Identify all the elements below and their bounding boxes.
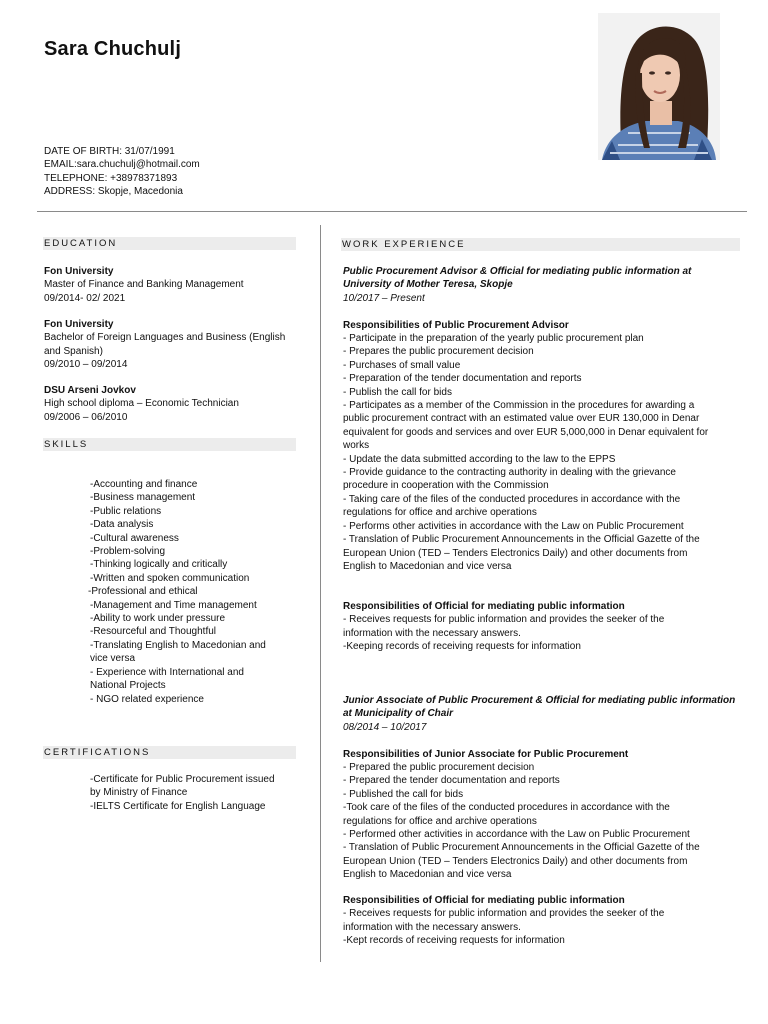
job-entry bbox=[343, 694, 735, 882]
education-period: 09/2010 – 09/2014 bbox=[44, 359, 128, 371]
skill-item: - Experience with International and bbox=[90, 666, 244, 678]
education-degree: Bachelor of Foreign Languages and Business (English bbox=[44, 332, 286, 344]
job-title: University of Mother Teresa, Skopje bbox=[343, 279, 513, 291]
contact-info bbox=[44, 145, 200, 199]
candidate-name: Sara Chuchulj bbox=[44, 38, 182, 60]
certification-item: -Certificate for Public Procurement issued bbox=[90, 774, 275, 785]
responsibility-item: - Performs other activities in accordance with the Law on Public Procurement bbox=[343, 520, 684, 532]
job-title: at Municipality of Chair bbox=[343, 708, 454, 720]
telephone: TELEPHONE: +38978371893 bbox=[44, 172, 178, 184]
responsibility-item: -Keeping records of receiving requests for information bbox=[343, 641, 581, 653]
responsibility-item: - Prepared the public procurement decision bbox=[343, 762, 535, 774]
skill-item: -Translating English to Macedonian and bbox=[90, 639, 266, 651]
education-school: Fon University bbox=[44, 266, 114, 277]
certifications-list bbox=[90, 773, 275, 813]
job-period: 08/2014 – 10/2017 bbox=[343, 721, 427, 733]
job-responsibilities bbox=[343, 894, 664, 948]
skill-item: -Ability to work under pressure bbox=[90, 613, 226, 625]
header-divider bbox=[37, 211, 747, 212]
job-responsibilities bbox=[343, 600, 664, 654]
job-title: Junior Associate of Public Procurement & Official for mediating public information bbox=[343, 695, 736, 706]
responsibility-item: European Union (TED – Tenders Electronics Daily) and other documents from bbox=[343, 547, 688, 559]
education-heading: EDUCATION bbox=[43, 237, 296, 250]
skill-item: -Problem-solving bbox=[90, 546, 166, 558]
responsibility-item: public procurement contract with an estimated value over EUR 130,000 in Denar bbox=[343, 413, 700, 425]
responsibility-item: regulations for office and archive operations bbox=[343, 507, 537, 519]
education-entry bbox=[44, 265, 244, 305]
responsibility-item: - Purchases of small value bbox=[343, 359, 461, 371]
address: ADDRESS: Skopje, Macedonia bbox=[44, 186, 183, 198]
responsibility-item: - Receives requests for public information and provides the seeker of the bbox=[343, 908, 665, 920]
education-degree: and Spanish) bbox=[44, 345, 103, 357]
skill-item: -Resourceful and Thoughtful bbox=[90, 626, 217, 638]
responsibility-item: English to Macedonian and vice versa bbox=[343, 869, 512, 881]
date-of-birth: DATE OF BIRTH: 31/07/1991 bbox=[44, 146, 175, 157]
education-degree: Master of Finance and Banking Management bbox=[44, 279, 244, 291]
responsibility-item: - Performed other activities in accordance with the Law on Public Procurement bbox=[343, 829, 690, 841]
responsibilities-list bbox=[343, 907, 664, 947]
email: EMAIL:sara.chuchulj@hotmail.com bbox=[44, 159, 200, 171]
education-school: DSU Arseni Jovkov bbox=[44, 385, 136, 396]
column-divider bbox=[320, 225, 321, 962]
job-period: 10/2017 – Present bbox=[343, 292, 425, 304]
skill-item: -Data analysis bbox=[90, 519, 154, 531]
responsibility-item: - Prepared the tender documentation and reports bbox=[343, 775, 560, 787]
skill-item: -Professional and ethical bbox=[88, 586, 198, 598]
responsibility-item: English to Macedonian and vice versa bbox=[343, 560, 512, 572]
responsibilities-list bbox=[343, 613, 664, 653]
responsibility-item: works bbox=[343, 440, 370, 452]
skill-item: National Projects bbox=[90, 680, 166, 692]
skill-item: -Business management bbox=[90, 492, 196, 504]
responsibility-item: - Preparation of the tender documentation and reports bbox=[343, 373, 582, 385]
skill-item: -Public relations bbox=[90, 505, 162, 517]
skills-list bbox=[90, 478, 266, 706]
responsibility-item: -Kept records of receiving requests for information bbox=[343, 935, 565, 947]
responsibility-item: -Took care of the files of the conducted procedures in accordance with the bbox=[343, 802, 670, 814]
responsibilities-heading: Responsibilities of Official for mediating public information bbox=[343, 601, 625, 612]
responsibility-item: - Provide guidance to the contracting authority in dealing with the grievance bbox=[343, 467, 676, 479]
responsibilities-heading: Responsibilities of Junior Associate for Public Procurement bbox=[343, 748, 629, 760]
education-school: Fon University bbox=[44, 319, 114, 330]
certifications-heading: CERTIFICATIONS bbox=[43, 746, 296, 759]
responsibility-item: - Published the call for bids bbox=[343, 788, 464, 800]
education-entry bbox=[44, 384, 239, 424]
certification-item: -IELTS Certificate for English Language bbox=[90, 800, 266, 812]
education-degree: High school diploma – Economic Technician bbox=[44, 398, 239, 410]
skill-item: -Accounting and finance bbox=[90, 479, 198, 490]
responsibility-item: - Publish the call for bids bbox=[343, 386, 452, 398]
responsibility-item: information with the necessary answers. bbox=[343, 627, 521, 639]
responsibility-item: - Prepares the public procurement decision bbox=[343, 346, 534, 358]
responsibility-item: procedure in cooperation with the Commission bbox=[343, 480, 549, 492]
skill-item: -Thinking logically and critically bbox=[90, 559, 228, 571]
responsibility-item: European Union (TED – Tenders Electronics Daily) and other documents from bbox=[343, 855, 688, 867]
certification-item: by Ministry of Finance bbox=[90, 787, 188, 799]
job-title: Public Procurement Advisor & Official for mediating public information at bbox=[343, 266, 692, 277]
education-entry bbox=[44, 318, 285, 372]
responsibility-item: - Taking care of the files of the conducted procedures in accordance with the bbox=[343, 493, 681, 505]
responsibility-item: - Update the data submitted according to the law to the EPPS bbox=[343, 453, 616, 465]
skills-heading: SKILLS bbox=[43, 438, 296, 451]
responsibility-item: - Translation of Public Procurement Announcements in the Official Gazette of the bbox=[343, 534, 700, 546]
responsibility-item: information with the necessary answers. bbox=[343, 921, 521, 933]
skill-item: vice versa bbox=[90, 653, 136, 665]
profile-photo bbox=[598, 13, 720, 160]
work-experience-heading: WORK EXPERIENCE bbox=[341, 238, 740, 251]
responsibility-item: - Translation of Public Procurement Announcements in the Official Gazette of the bbox=[343, 842, 700, 854]
skill-item: -Management and Time management bbox=[90, 599, 257, 611]
responsibility-item: - Participates as a member of the Commission in the procedures for awarding a bbox=[343, 400, 695, 412]
responsibility-item: regulations for office and archive operations bbox=[343, 815, 537, 827]
responsibilities-heading: Responsibilities of Public Procurement Advisor bbox=[343, 319, 569, 331]
responsibility-item: - Receives requests for public information and provides the seeker of the bbox=[343, 614, 665, 626]
skill-item: - NGO related experience bbox=[90, 693, 204, 705]
responsibility-item: - Participate in the preparation of the yearly public procurement plan bbox=[343, 333, 644, 345]
responsibility-item: equivalent for goods and services and over EUR 5,000,000 in Denar equivalent for bbox=[343, 426, 709, 438]
responsibilities-heading: Responsibilities of Official for mediating public information bbox=[343, 895, 625, 906]
education-period: 09/2006 – 06/2010 bbox=[44, 411, 128, 423]
job-entry bbox=[343, 265, 708, 573]
skill-item: -Written and spoken communication bbox=[90, 572, 250, 584]
education-period: 09/2014- 02/ 2021 bbox=[44, 292, 126, 304]
responsibilities-list bbox=[343, 332, 708, 573]
responsibilities-list bbox=[343, 761, 735, 882]
skill-item: -Cultural awareness bbox=[90, 532, 179, 544]
